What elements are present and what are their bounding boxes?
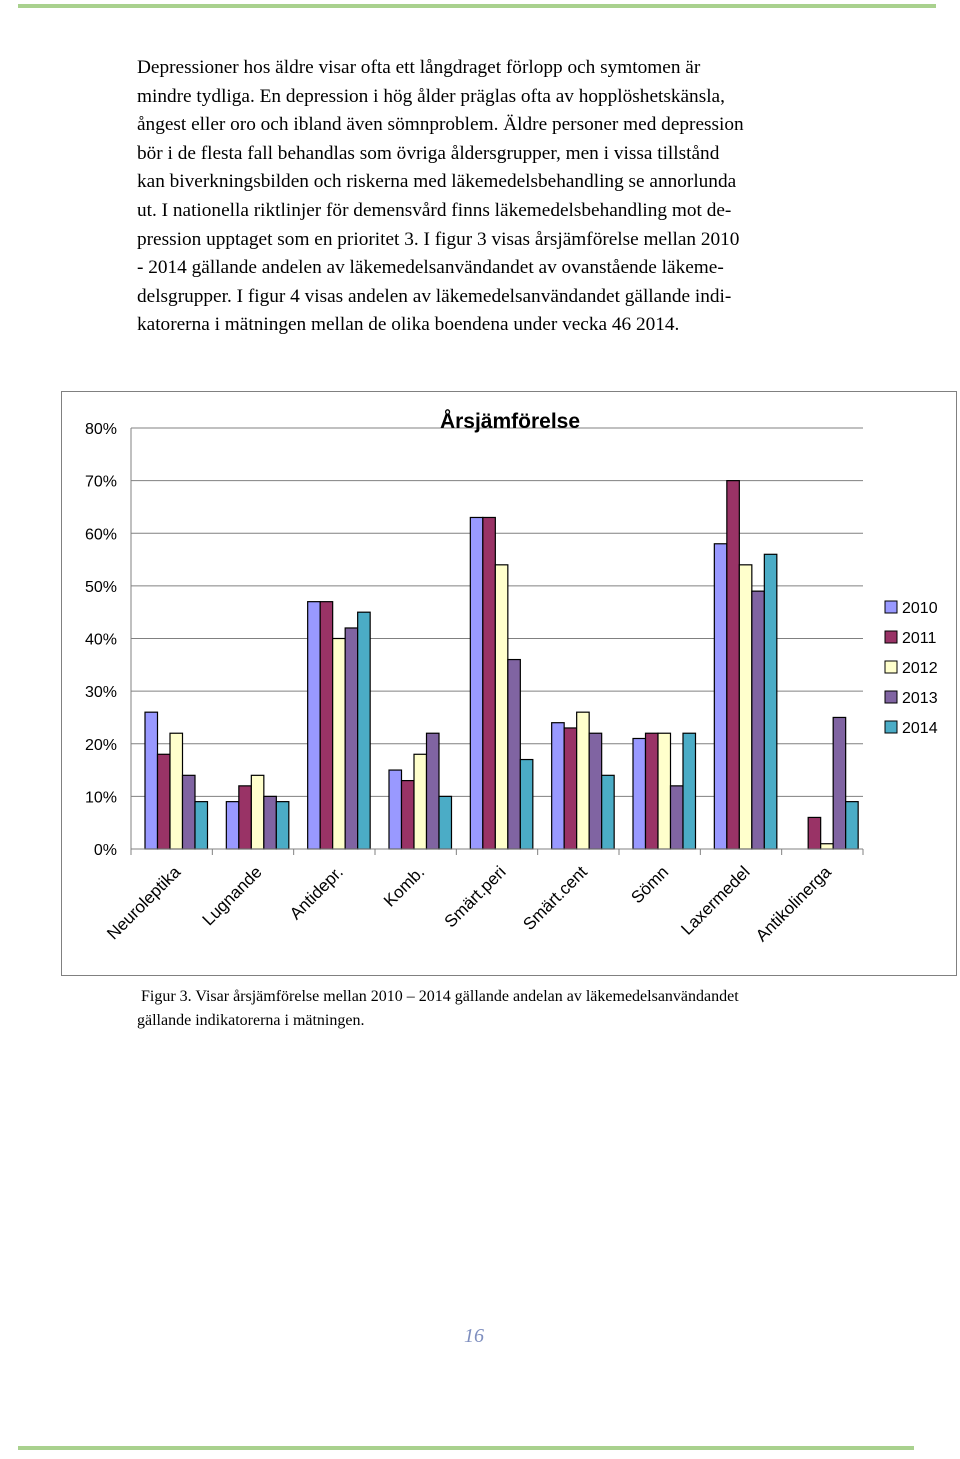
bar-2012 xyxy=(821,844,834,849)
bar-2014 xyxy=(846,802,859,849)
bar-2014 xyxy=(276,802,289,849)
chart-figure xyxy=(61,391,957,976)
paragraph-line: ångest eller oro och ibland även sömnproblem. Äldre personer med depression xyxy=(137,114,744,136)
bar-2013 xyxy=(427,733,440,849)
bar-2011 xyxy=(402,781,415,849)
x-tick-label: Smärt.cent xyxy=(519,862,591,934)
bar-2013 xyxy=(833,717,846,849)
bar-2013 xyxy=(183,775,196,849)
paragraph-line: - 2014 gällande andelen av läkemedelsanvändandet av ovanstående läkeme- xyxy=(137,257,724,279)
caption-line: gällande indikatorerna i mätningen. xyxy=(137,1012,365,1029)
bar-2011 xyxy=(239,786,252,849)
bar-2011 xyxy=(564,728,577,849)
x-tick-label: Neuroleptika xyxy=(103,862,185,944)
bar-2010 xyxy=(308,602,321,849)
bars xyxy=(145,481,858,849)
bar-2010 xyxy=(226,802,239,849)
y-tick-label: 40% xyxy=(84,631,117,649)
legend-label: 2012 xyxy=(902,660,938,677)
bar-2011 xyxy=(158,754,171,849)
bar-2011 xyxy=(808,817,821,849)
legend-swatch xyxy=(885,601,897,613)
y-tick-label: 80% xyxy=(84,421,117,438)
bar-2012 xyxy=(658,733,671,849)
bar-2011 xyxy=(727,481,740,849)
bar-2010 xyxy=(633,738,646,849)
paragraph-line: Depressioner hos äldre visar ofta ett långdraget förlopp och symtomen är xyxy=(137,57,701,78)
bar-chart xyxy=(62,392,956,975)
y-tick-label: 20% xyxy=(84,736,117,754)
bar-2012 xyxy=(495,565,508,849)
bar-2010 xyxy=(470,517,483,849)
paragraph-line: ut. I nationella riktlinjer för demensvård finns läkemedelsbehandling mot de- xyxy=(137,199,732,221)
bar-2010 xyxy=(145,712,158,849)
bar-2012 xyxy=(251,775,263,849)
bar-2010 xyxy=(714,544,727,849)
paragraph-line: mindre tydliga. En depression i hög ålder präglas ofta av hopplöshetskänsla, xyxy=(137,85,725,107)
x-tick-label: Komb. xyxy=(380,862,429,911)
y-tick-label: 50% xyxy=(84,578,117,596)
bar-2013 xyxy=(508,660,521,849)
legend xyxy=(885,600,938,737)
bar-2013 xyxy=(264,796,277,849)
x-tick-label: Smärt.peri xyxy=(440,862,510,932)
top-rule xyxy=(18,4,936,8)
legend-swatch xyxy=(885,661,897,673)
y-tick-label: 10% xyxy=(84,789,117,807)
y-axis-ticks xyxy=(85,421,117,859)
legend-label: 2011 xyxy=(902,630,937,647)
bar-2014 xyxy=(683,733,696,849)
bar-2013 xyxy=(752,591,765,849)
bar-2014 xyxy=(358,612,371,849)
bar-2013 xyxy=(589,733,602,849)
bar-2012 xyxy=(739,565,752,849)
y-tick-label: 30% xyxy=(84,684,117,702)
figure-caption xyxy=(137,985,827,1033)
x-tick-label: Laxermedel xyxy=(677,862,754,939)
bar-2012 xyxy=(170,733,183,849)
bottom-rule xyxy=(18,1446,914,1450)
bar-2012 xyxy=(333,639,346,850)
caption-line: Figur 3. Visar årsjämförelse mellan 2010 – 2014 gällande andelan av läkemedelsanvändandet xyxy=(141,988,739,1005)
legend-label: 2010 xyxy=(902,600,938,617)
paragraph-line: pression upptaget som en prioritet 3. I figur 3 visas årsjämförelse mellan 2010 xyxy=(137,228,740,250)
x-tick-label: Sömn xyxy=(627,862,673,908)
chart-title: Årsjämförelse xyxy=(439,410,581,433)
bar-2014 xyxy=(602,775,615,849)
bar-2011 xyxy=(483,517,496,849)
paragraph-line: katorerna i mätningen mellan de olika boendena under vecka 46 2014. xyxy=(137,314,680,336)
bar-2013 xyxy=(671,786,684,849)
y-tick-label: 0% xyxy=(93,842,117,859)
legend-swatch xyxy=(885,721,897,733)
bar-2011 xyxy=(646,733,659,849)
page-number: 16 xyxy=(464,1325,484,1347)
bar-2014 xyxy=(520,760,533,849)
y-tick-label: 70% xyxy=(84,473,117,491)
bar-2014 xyxy=(439,796,452,849)
bar-2014 xyxy=(764,554,777,849)
legend-swatch xyxy=(885,631,897,643)
body-paragraph xyxy=(137,54,817,340)
x-axis-labels xyxy=(103,862,835,945)
bar-2010 xyxy=(552,723,565,849)
y-tick-label: 60% xyxy=(84,526,117,544)
paragraph-line: kan biverkningsbilden och riskerna med läkemedelsbehandling se annorlunda xyxy=(137,171,737,193)
legend-swatch xyxy=(885,691,897,703)
bar-2012 xyxy=(414,754,427,849)
bar-2014 xyxy=(195,802,208,849)
paragraph-line: delsgrupper. I figur 4 visas andelen av läkemedelsanvändandet gällande indi- xyxy=(137,285,732,307)
paragraph-line: bör i de flesta fall behandlas som övriga åldersgrupper, men i vissa tillstånd xyxy=(137,142,720,164)
x-tick-label: Lugnande xyxy=(198,862,266,930)
bar-2012 xyxy=(577,712,590,849)
x-tick-label: Antikolinerga xyxy=(751,862,835,946)
legend-label: 2014 xyxy=(902,720,938,737)
bar-2013 xyxy=(345,628,358,849)
legend-label: 2013 xyxy=(902,690,938,707)
bar-2010 xyxy=(389,770,402,849)
x-tick-label: Antidepr. xyxy=(286,862,347,924)
bar-2011 xyxy=(320,602,333,849)
